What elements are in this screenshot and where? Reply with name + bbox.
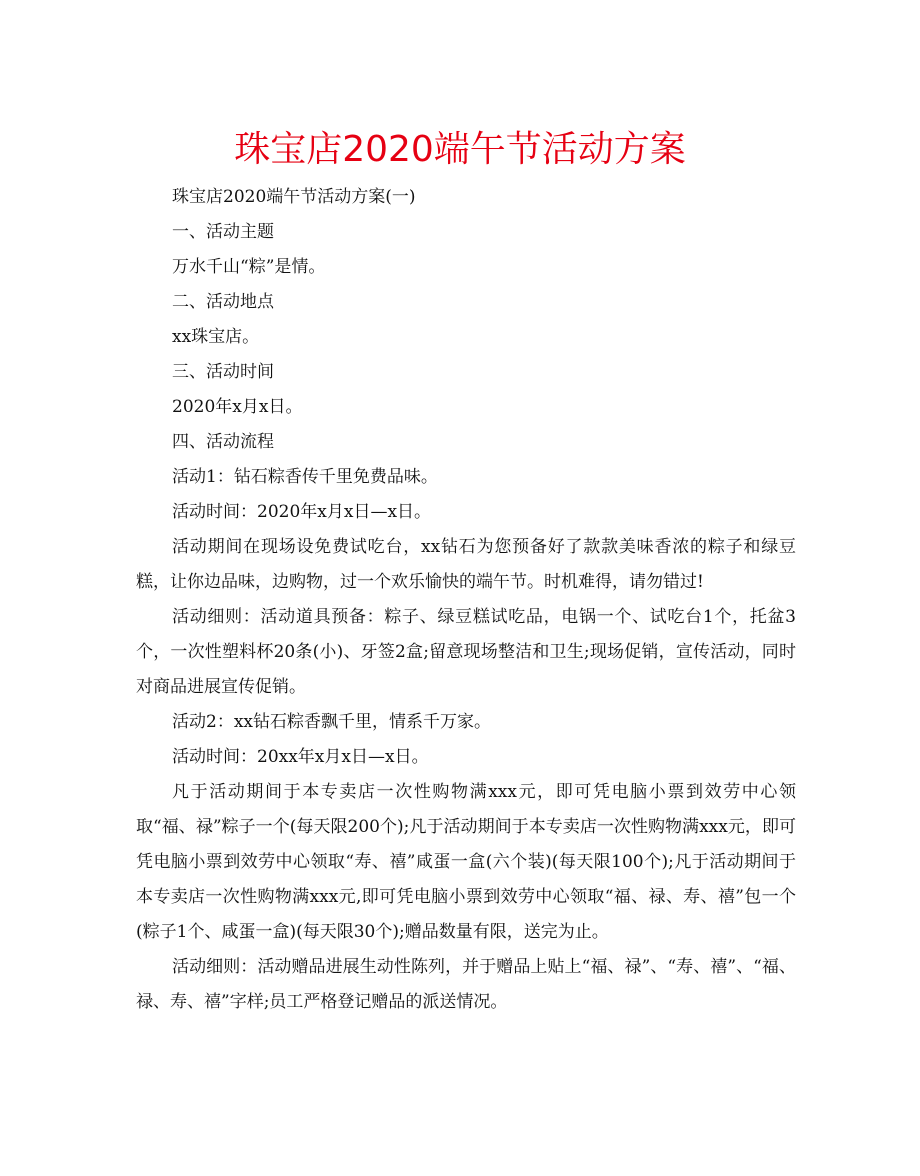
section-heading-process: 四、活动流程 — [172, 432, 274, 452]
paragraph-theme: 万水千山“粽”是情。 — [172, 257, 326, 277]
document-title: 珠宝店2020端午节活动方案 — [234, 129, 686, 170]
document-body — [136, 180, 796, 1020]
section-heading-time: 三、活动时间 — [172, 362, 274, 382]
activity-1-description: 活动期间在现场设免费试吃台，xx钻石为您预备好了款款美味香浓的粽子和绿豆糕，让你边品味，边购物，过一个欢乐愉快的端午节。时机难得，请勿错过! — [136, 537, 796, 592]
paragraph-time: 2020年x月x日。 — [172, 397, 303, 417]
activity-2-description: 凡于活动期间于本专卖店一次性购物满xxx元，即可凭电脑小票到效劳中心领取“福、禄”粽子一个(每天限200个);凡于活动期间于本专卖店一次性购物满xxx元，即可凭电脑小票到效劳中心领取“寿、禧”咸蛋一盒(六个装)(每天限100个);凡于活动期间于本专卖店一次性购物满xxx元,即可凭电脑小票到效劳中心领取“福、禄、寿、禧”包一个(粽子1个、咸蛋一盒)(每天限30个);赠品数量有限，送完为止。 — [136, 782, 796, 942]
activity-2-title: 活动2：xx钻石粽香飘千里，情系千万家。 — [172, 712, 491, 732]
section-heading-location: 二、活动地点 — [172, 292, 274, 312]
activity-1-details: 活动细则：活动道具预备：粽子、绿豆糕试吃品，电锅一个、试吃台1个，托盆3个，一次性塑料杯20条(小)、牙签2盒;留意现场整洁和卫生;现场促销，宣传活动，同时对商品进展宣传促销。 — [136, 607, 796, 697]
activity-2-time: 活动时间：20xx年x月x日—x日。 — [172, 747, 429, 767]
paragraph-location: xx珠宝店。 — [172, 327, 260, 347]
subtitle-paragraph: 珠宝店2020端午节活动方案(一) — [172, 187, 416, 207]
activity-1-title: 活动1：钻石粽香传千里免费品味。 — [172, 467, 438, 487]
activity-1-time: 活动时间：2020年x月x日—x日。 — [172, 502, 432, 522]
activity-2-details: 活动细则：活动赠品进展生动性陈列，并于赠品上贴上“福、禄”、“寿、禧”、“福、禄、寿、禧”字样;员工严格登记赠品的派送情况。 — [136, 957, 796, 1012]
section-heading-theme: 一、活动主题 — [172, 222, 274, 242]
